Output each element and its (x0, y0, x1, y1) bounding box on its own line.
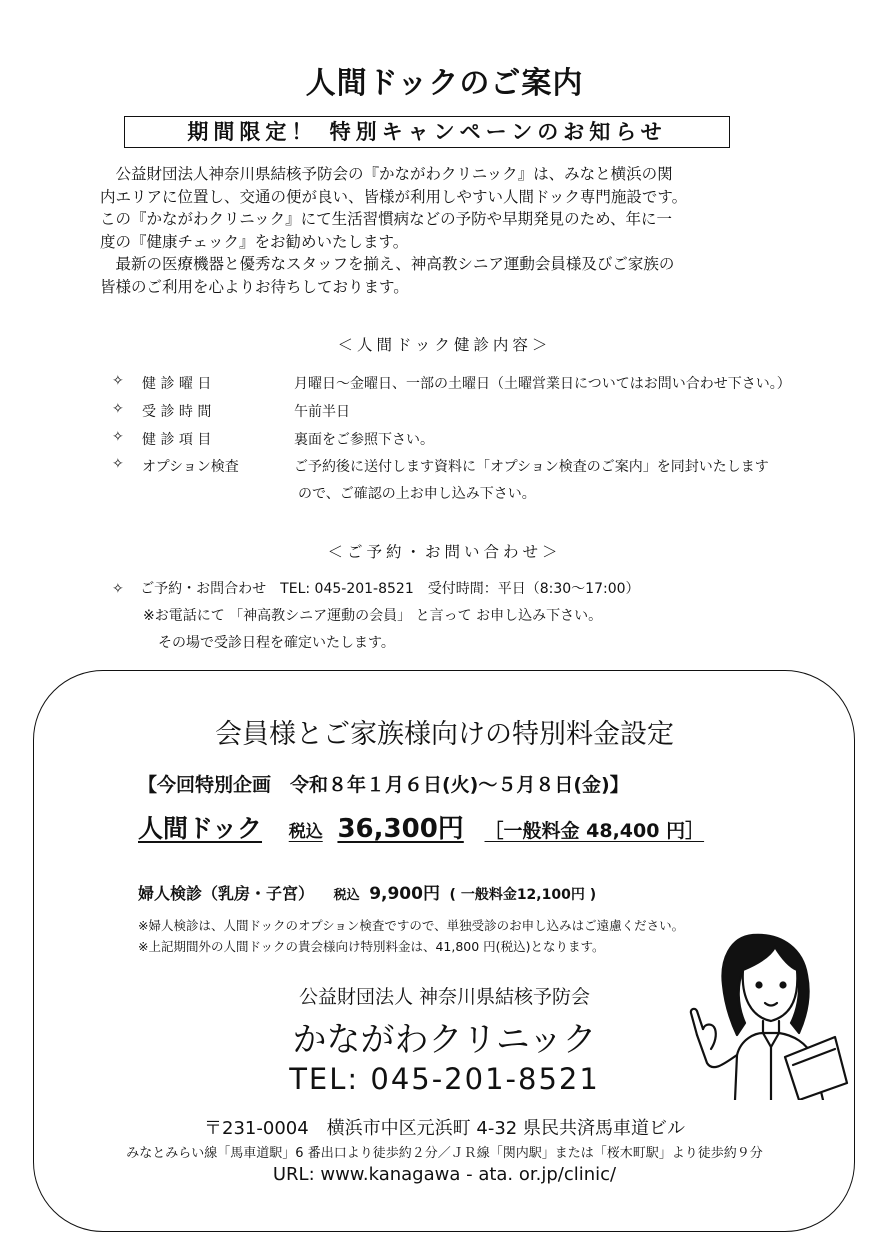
fujin-price-line (138, 879, 596, 904)
exam-section-heading: ＜人間ドック健診内容＞ (337, 336, 552, 354)
reserve-tel-line: ご予約・お問合わせ TEL: 045-201-8521 受付時間：平日（8:30～17:00） (140, 581, 640, 597)
dock-general-price: ［一般料金 48,400 円］ (484, 820, 705, 842)
sparkle-bullet-icon: ✧ (112, 401, 124, 417)
exam-value: 午前半日 (294, 404, 350, 420)
fujin-tax-label: 税込 (333, 888, 360, 903)
reserve-note: ※お電話にて 「神高教シニア運動の会員」 と言って お申し込み下さい。 (143, 608, 603, 624)
clinic-tel: TEL: 045-201-8521 (289, 1062, 600, 1096)
reserve-section-heading: ＜ご予約・お問い合わせ＞ (327, 543, 562, 561)
intro-line: 度の『健康チェック』をお勧めいたします。 (100, 232, 409, 251)
sparkle-bullet-icon: ✧ (112, 456, 124, 472)
note-outside-period: ※上記期間外の人間ドックの貴会様向け特別料金は、41,800 円(税込)となります。 (138, 939, 605, 954)
exam-value: ご予約後に送付します資料に「オプション検査のご案内」を同封いたします (294, 459, 769, 475)
intro-line: 公益財団法人神奈川県結核予防会の『かながわクリニック』は、みなと横浜の関 (100, 165, 673, 183)
clinic-access: みなとみらい線「馬車道駅」6 番出口より徒歩約２分／ＪＲ線「関内駅」または「桜木町駅」より徒歩約９分 (126, 1146, 763, 1161)
sparkle-bullet-icon: ✧ (112, 581, 124, 597)
reserve-line (112, 578, 640, 598)
exam-label: オプション検査 (142, 459, 239, 475)
campaign-period: 【今回特別企画 令和８年１月６日(火)～５月８日(金)】 (138, 774, 629, 796)
dock-price-line (138, 808, 704, 845)
woman-pointing-illustration (675, 925, 850, 1100)
exam-label: 受 診 時 間 (142, 404, 212, 420)
intro-line: 内エリアに位置し、交通の便が良い、皆様が利用しやすい人間ドック専門施設です。 (100, 187, 688, 206)
intro-paragraph (100, 163, 780, 298)
exam-value: 月曜日～金曜日、一部の土曜日（土曜営業日についてはお問い合わせ下さい。） (294, 376, 791, 392)
clinic-name: かながわクリニック (292, 1020, 597, 1060)
exam-label: 健 診 曜 日 (142, 376, 212, 392)
sparkle-bullet-icon: ✧ (112, 373, 124, 389)
page-title: 人間ドックのご案内 (305, 66, 584, 101)
intro-line: 最新の医療機器と優秀なスタッフを揃え、神高教シニア運動会員様及びご家族の (100, 255, 675, 273)
clinic-url: URL: www.kanagawa - ata. or.jp/clinic/ (272, 1164, 617, 1185)
exam-value-cont: ので、ご確認の上お申し込み下さい。 (298, 486, 536, 502)
fujin-general-price: ( 一般料金12,100円 ) (449, 887, 597, 903)
clinic-address: 〒231-0004 横浜市中区元浜町 4-32 県民共済馬車道ビル (204, 1118, 685, 1139)
intro-line: 皆様のご利用を心よりお待ちしております。 (100, 277, 409, 296)
pricing-title: 会員様とご家族様向けの特別料金設定 (215, 719, 674, 750)
exam-label: 健 診 項 目 (142, 432, 212, 448)
dock-label: 人間ドック (138, 814, 263, 843)
intro-line: この『かながわクリニック』にて生活習慣病などの予防や早期発見のため、年に一 (100, 210, 672, 228)
clinic-org: 公益財団法人 神奈川県結核予防会 (298, 986, 591, 1008)
dock-price: 36,300円 (337, 814, 464, 844)
dock-tax-label: 税込 (288, 822, 323, 842)
fujin-price: 9,900円 (369, 884, 440, 904)
note-fujin: ※婦人検診は、人間ドックのオプション検査ですので、単独受診のお申し込みはご遠慮ください。 (138, 918, 685, 933)
reserve-note-2: その場で受診日程を確定いたします。 (158, 635, 395, 651)
campaign-banner: 期間限定！ 特別キャンペーンのお知らせ (124, 116, 730, 148)
sparkle-bullet-icon: ✧ (112, 429, 124, 445)
exam-value: 裏面をご参照下さい。 (294, 432, 434, 448)
fujin-label: 婦人検診（乳房・子宮） (138, 884, 315, 903)
